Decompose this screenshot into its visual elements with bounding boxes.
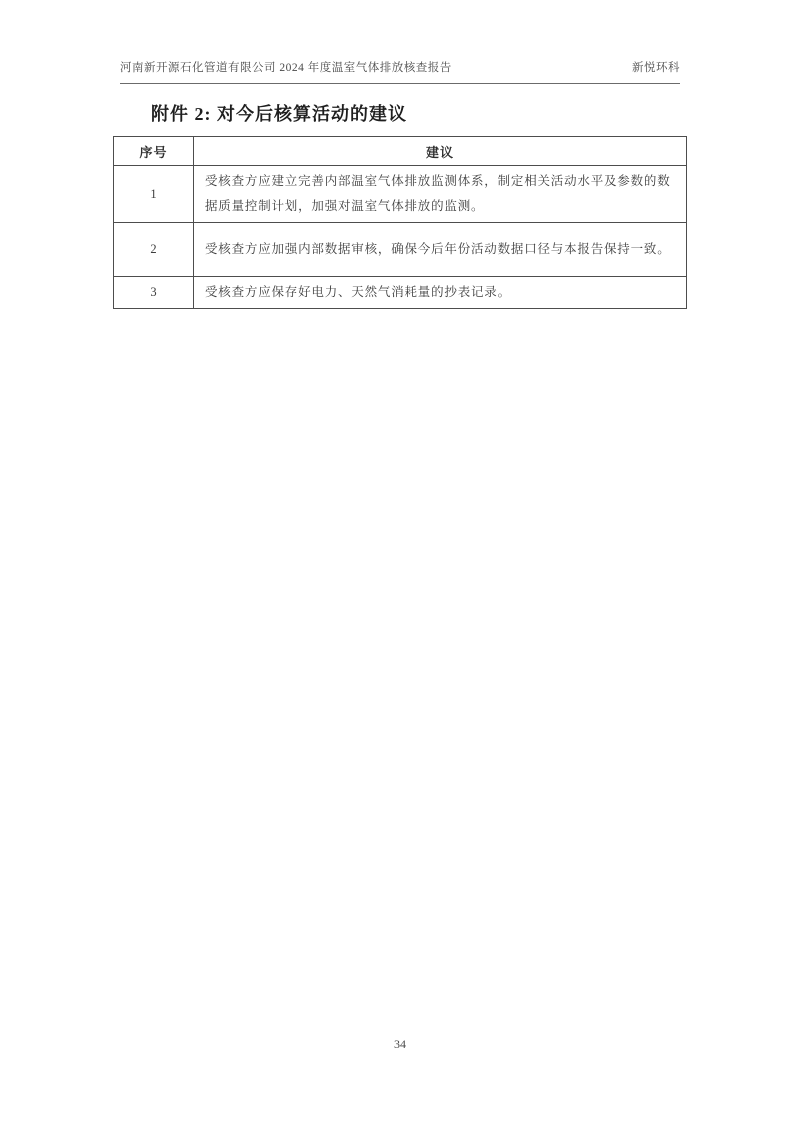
page-header — [120, 59, 680, 84]
column-header-suggestion: 建议 — [194, 137, 687, 166]
row-number-cell: 2 — [114, 223, 194, 277]
table-header-row — [114, 137, 687, 166]
table-row — [114, 223, 687, 277]
column-header-no: 序号 — [114, 137, 194, 166]
table-row — [114, 277, 687, 309]
table-row — [114, 166, 687, 223]
suggestions-table — [113, 136, 687, 309]
suggestion-cell: 受核查方应加强内部数据审核，确保今后年份活动数据口径与本报告保持一致。 — [194, 223, 687, 277]
row-number-cell: 3 — [114, 277, 194, 309]
suggestion-cell: 受核查方应保存好电力、天然气消耗量的抄表记录。 — [194, 277, 687, 309]
header-brand: 新悦环科 — [632, 62, 680, 74]
row-number-cell: 1 — [114, 166, 194, 223]
page-number: 34 — [394, 1037, 406, 1051]
attachment-title: 附件 2: 对今后核算活动的建议 — [151, 104, 407, 124]
suggestion-cell: 受核查方应建立完善内部温室气体排放监测体系，制定相关活动水平及参数的数据质量控制计划，加强对温室气体排放的监测。 — [194, 166, 687, 223]
header-report-title: 河南新开源石化管道有限公司 2024 年度温室气体排放核查报告 — [120, 62, 452, 74]
